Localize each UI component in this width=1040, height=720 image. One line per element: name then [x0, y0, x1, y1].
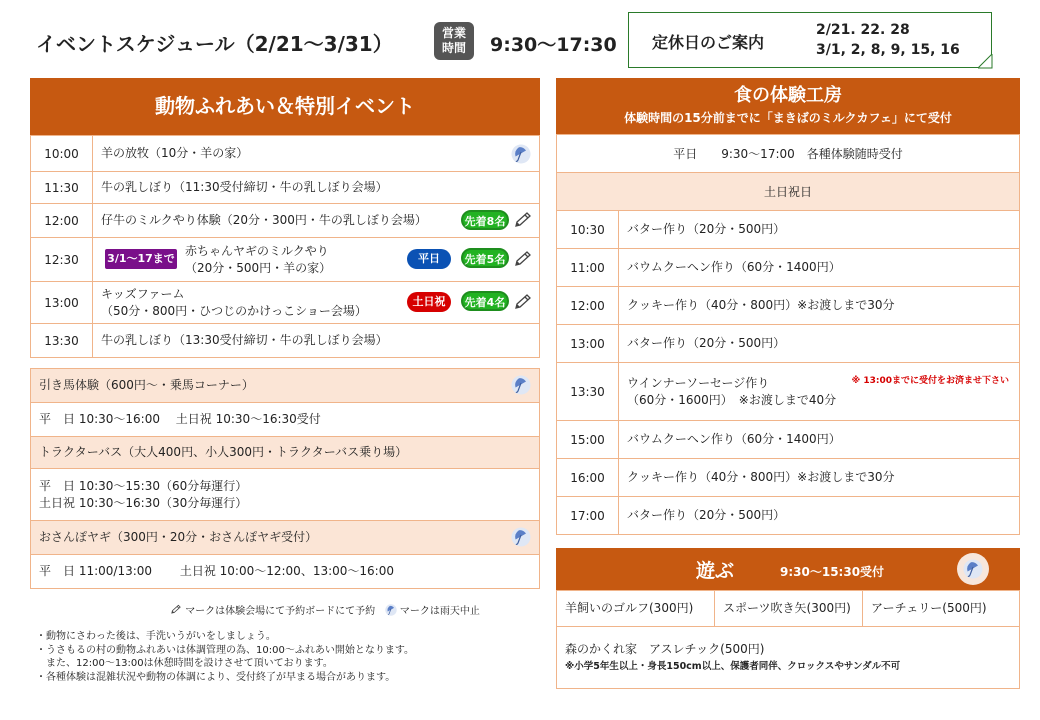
legend	[170, 602, 480, 617]
activity-title-cell	[31, 369, 540, 403]
table-row	[557, 173, 1020, 211]
play-section-title: 遊ぶ	[696, 560, 735, 582]
desc-cell	[93, 238, 540, 282]
weekend-label: 土日祝日	[557, 173, 1020, 211]
table-row	[31, 369, 540, 403]
desc-cell	[93, 172, 540, 204]
legend-umbrella-text: マークは雨天中止	[399, 606, 480, 617]
hours-badge-line2: 時間	[441, 41, 466, 55]
event-desc: 羊の放牧（10分・羊の家）	[101, 146, 249, 160]
event-desc-line1: キッズファーム	[101, 286, 185, 301]
food-section-header	[556, 78, 1020, 134]
legend-pencil-text: マークは体験会場にて予約ボードにて予約	[185, 606, 376, 617]
table-row	[31, 238, 540, 282]
tractor-bus-title: トラクターバス（大人400円、小人300円・トラクターバス乗り場）	[31, 437, 540, 469]
table-row	[557, 421, 1020, 459]
food-desc: バター作り（20分・500円）	[619, 211, 1020, 249]
tractor-bus-hours	[31, 469, 540, 521]
table-row	[557, 211, 1020, 249]
reception-note: ※ 13:00までに受付をお済ませ下さい	[851, 376, 1009, 386]
play-hours: 9:30～15:30受付	[780, 565, 885, 579]
athletic-title: 森のかくれ家 アスレチック(500円)	[565, 641, 765, 656]
table-row	[557, 459, 1020, 497]
time-cell: 16:00	[557, 459, 619, 497]
time-cell: 10:00	[31, 136, 93, 172]
notes	[36, 630, 414, 684]
time-cell: 11:30	[31, 172, 93, 204]
event-desc-line2: （50分・800円・ひつじのかけっこショー会場）	[101, 303, 367, 318]
food-desc: バウムクーヘン作り（60分・1400円）	[619, 249, 1020, 287]
holiday-dates	[816, 20, 960, 60]
desc-cell	[93, 324, 540, 358]
time-cell: 15:00	[557, 421, 619, 459]
holiday-dates-line2: 3/1, 2, 8, 9, 15, 16	[816, 42, 960, 58]
weekday-hours: 平日 9:30～17:00 各種体験随時受付	[557, 135, 1020, 173]
food-desc	[619, 363, 1020, 421]
table-row	[557, 249, 1020, 287]
page-curl-icon	[978, 54, 994, 70]
food-desc-line2: （60分・1600円） ※お渡しまで40分	[627, 392, 837, 407]
table-row	[31, 521, 540, 555]
note-line: また、12:00～13:00は休憩時間を設けさせて頂いております。	[36, 658, 333, 669]
first-come-badge: 先着8名	[461, 210, 509, 230]
first-come-badge: 先着4名	[461, 291, 509, 311]
table-row	[557, 497, 1020, 535]
desc-cell	[93, 204, 540, 238]
play-section-header	[556, 548, 1020, 590]
umbrella-icon	[511, 144, 531, 164]
time-cell: 11:00	[557, 249, 619, 287]
food-desc: バウムクーヘン作り（60分・1400円）	[619, 421, 1020, 459]
first-come-badge: 先着5名	[461, 248, 509, 268]
note-line: ・動物にさわった後は、手洗いうがいをしましょう。	[36, 631, 276, 642]
hours-badge-line1: 営業	[441, 26, 466, 40]
table-row	[31, 403, 540, 437]
table-row	[557, 135, 1020, 173]
event-desc: 牛の乳しぼり（13:30受付締切・牛の乳しぼり会場）	[101, 333, 388, 347]
golf-item: 羊飼いのゴルフ(300円)	[557, 591, 715, 627]
horse-ride-hours: 平 日 10:30～16:00 土日祝 10:30～16:30受付	[31, 403, 540, 437]
note-line: ・うさもるの村の動物ふれあいは体調管理の為、10:00～ふれあい開始となります。	[36, 644, 415, 656]
table-row	[31, 555, 540, 589]
time-cell: 10:30	[557, 211, 619, 249]
food-desc: バター作り（20分・500円）	[619, 325, 1020, 363]
table-row	[31, 172, 540, 204]
pencil-icon	[513, 293, 533, 311]
umbrella-icon	[511, 527, 531, 547]
umbrella-icon	[385, 604, 397, 616]
activity-title-cell	[31, 521, 540, 555]
table-row	[557, 591, 1020, 627]
activities-table	[30, 368, 540, 589]
event-desc: 牛の乳しぼり（11:30受付締切・牛の乳しぼり会場）	[101, 180, 388, 194]
tractor-weekday: 平 日 10:30～15:30（60分毎運行）	[39, 478, 248, 493]
time-cell: 13:30	[31, 324, 93, 358]
page-title: イベントスケジュール（2/21～3/31）	[36, 32, 393, 56]
time-cell: 17:00	[557, 497, 619, 535]
food-section-subtitle: 体験時間の15分前までに「まきばのミルクカフェ」にて受付	[624, 111, 952, 125]
table-row	[31, 282, 540, 324]
event-desc-line2: （20分・500円・羊の家）	[185, 260, 332, 275]
weekday-badge: 平日	[407, 249, 451, 269]
desc-cell	[93, 282, 540, 324]
time-cell: 12:00	[31, 204, 93, 238]
business-hours-badge	[434, 22, 474, 60]
time-cell: 13:00	[557, 325, 619, 363]
event-desc-line1: 赤ちゃんヤギのミルクやり	[185, 243, 329, 258]
food-desc-line1: ウインナーソーセージ作り	[627, 375, 770, 390]
time-cell: 12:30	[31, 238, 93, 282]
note-line: ・各種体験は混雑状況や動物の体調により、受付終了が早まる場合があります。	[36, 671, 396, 683]
athletic-note: ※小学5年生以上・身長150cm以上、保護者同伴、クロックスやサンダル不可	[565, 660, 901, 672]
play-table	[556, 590, 1020, 689]
pencil-icon	[170, 604, 182, 615]
food-desc: クッキー作り（40分・800円）※お渡しまで30分	[619, 459, 1020, 497]
table-row	[31, 437, 540, 469]
food-schedule-table	[556, 134, 1020, 535]
table-row	[31, 204, 540, 238]
table-row	[557, 627, 1020, 689]
tractor-weekend: 土日祝 10:30～16:30（30分毎運行）	[39, 495, 248, 510]
animal-section-title: 動物ふれあい＆特別イベント	[30, 78, 540, 135]
blowgun-item: スポーツ吹き矢(300円)	[715, 591, 863, 627]
goat-walk-title: おさんぽヤギ（300円・20分・おさんぽヤギ受付）	[39, 530, 318, 544]
goat-walk-hours: 平 日 11:00/13:00 土日祝 10:00～12:00、13:00～16:00	[31, 555, 540, 589]
table-row	[557, 325, 1020, 363]
umbrella-icon	[956, 552, 990, 586]
desc-cell	[93, 136, 540, 172]
time-cell: 13:30	[557, 363, 619, 421]
table-row	[31, 469, 540, 521]
table-row	[31, 136, 540, 172]
time-cell: 12:00	[557, 287, 619, 325]
food-section-title: 食の体験工房	[734, 85, 842, 106]
time-cell: 13:00	[31, 282, 93, 324]
food-desc: クッキー作り（40分・800円）※お渡しまで30分	[619, 287, 1020, 325]
weekend-badge: 土日祝	[407, 292, 451, 312]
business-hours: 9:30～17:30	[490, 34, 617, 56]
archery-item: アーチェリー(500円)	[863, 591, 1020, 627]
table-row	[31, 324, 540, 358]
holiday-dates-line1: 2/21. 22. 28	[816, 22, 910, 38]
pencil-icon	[513, 250, 533, 268]
animal-schedule-table	[30, 135, 540, 358]
food-desc: バター作り（20分・500円）	[619, 497, 1020, 535]
horse-ride-title: 引き馬体験（600円～・乗馬コーナー）	[39, 378, 254, 392]
event-desc: 仔牛のミルクやり体験（20分・300円・牛の乳しぼり会場）	[101, 213, 427, 227]
pencil-icon	[513, 211, 533, 229]
table-row	[557, 363, 1020, 421]
umbrella-icon	[511, 375, 531, 395]
table-row	[557, 287, 1020, 325]
holiday-label: 定休日のご案内	[652, 33, 765, 52]
period-badge: 3/1～17まで	[105, 249, 177, 269]
athletic-cell	[557, 627, 1020, 689]
